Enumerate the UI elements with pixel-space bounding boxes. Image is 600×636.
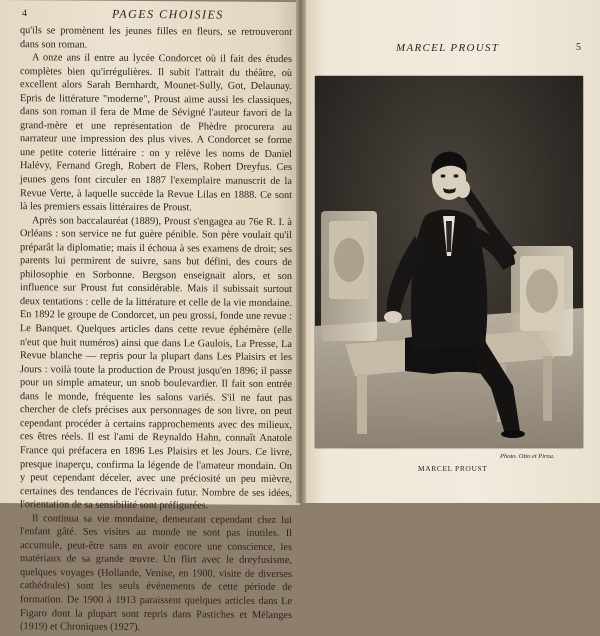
- body-text: [20, 24, 292, 636]
- paragraph: Il continua sa vie mondaine, demeurant cependant chez lui l'enfant gâté. Ses visites au monde ne sont pas inutiles. Il accumule, peut-être sans en avoir encore une conscience, les matériaux de sa grande œuvre. Un flirt avec le dreyfusisme, quelques voyages (Hollande, Venise, en 1900, visite de diverses cathédrales) sont les seuls événements de cette période de formation. De 1900 à 1913 paraissent quelques articles dans Le Figaro dont la plupart sont repris dans Pastiches et Mélanges (1919) et Chroniques (1927).: [20, 512, 292, 634]
- photo-credit: Photo. Otto et Pirou.: [500, 453, 555, 460]
- paragraph: Après son baccalauréat (1889), Proust s'engagea au 76e R. I. à Orléans : son service ne fut guère pénible. Son père voulait qu'il préparât la diplomatie; mais il échoua à ses examens de droit; ses parents lui permirent de suivre, sans but défini, des cours de philosophie en Sorbonne. Bergson enseignait alors, et son influence sur Proust fut considérable. Mais il subissait surtout deux tentations : celle de la littérature et celle de la vie mondaine. En 1892 le groupe de Condorcet, un peu grossi, fonde une revue : Le Banquet. Quelques articles dans cette revue éphémère (elle n'eut que huit numéros) ainsi que dans Le Gaulois, La Presse, La Revue blanche — repris pour la plupart dans Les Plaisirs et les Jours : voilà toute la production de Proust jusqu'en 1896; il passe pour un simple amateur, un snob boulevardier. Il fait son entrée dans le monde, fréquente les salons variés. S'il ne faut pas chercher de clefs précises aux personnages de son livre, on peut cependant procéder à certains rapprochements avec des milieux, ces êtres réels. Il est l'ami de Reynaldo Hahn, connaît Anatole France qui préfacera en 1896 Les Plaisirs et les Jours. Ce livre, presque inaperçu, confirma la légende de l'amateur mondain. On y peut cependant déceler, avec une préciosité un peu mièvre, certaines des tendances de l'écrivain futur. Nombre de ses idées, l'orientation de sa sensibilité sont préfigurées.: [20, 214, 292, 512]
- right-running-title: MARCEL PROUST: [396, 42, 500, 54]
- left-running-title: PAGES CHOISIES: [112, 6, 224, 22]
- paragraph: A onze ans il entre au lycée Condorcet où il fait des études complètes bien qu'irrégulières. Il subit l'attrait du théâtre, où excellent alors Sarah Bernhardt, Mounet-Sully, Got, Delaunay. Epris de littérature "moderne", Proust aime aussi les classiques, dans son roman il fera de Mme de Sévigné l'auteur favori de la grand-mère et une représentation de Phèdre procurera au narrateur une impression des plus vives. A Condorcet se forme une petite coterie littéraire : on y relève les noms de Daniel Halévy, Fernand Gregh, Robert de Flers, Robert Dreyfus. Ces jeunes gens font circuler en 1887 l'exemplaire manuscrit de la Revue Verte, à laquelle succède la Revue Lilas en 1888. Ce sont là les premiers essais littéraires de Proust.: [20, 52, 292, 214]
- left-page-header: [22, 6, 286, 26]
- portrait-photo: [315, 76, 583, 448]
- photo-caption: MARCEL PROUST: [418, 464, 488, 473]
- right-page-number: 5: [576, 42, 581, 53]
- paragraph: qu'ils se promènent les jeunes filles en fleurs, se retrouveront dans son roman.: [20, 25, 292, 51]
- left-page-number: 4: [22, 8, 27, 20]
- right-page-header: [326, 42, 581, 58]
- book-gutter: [296, 0, 306, 503]
- left-page: [0, 0, 300, 634]
